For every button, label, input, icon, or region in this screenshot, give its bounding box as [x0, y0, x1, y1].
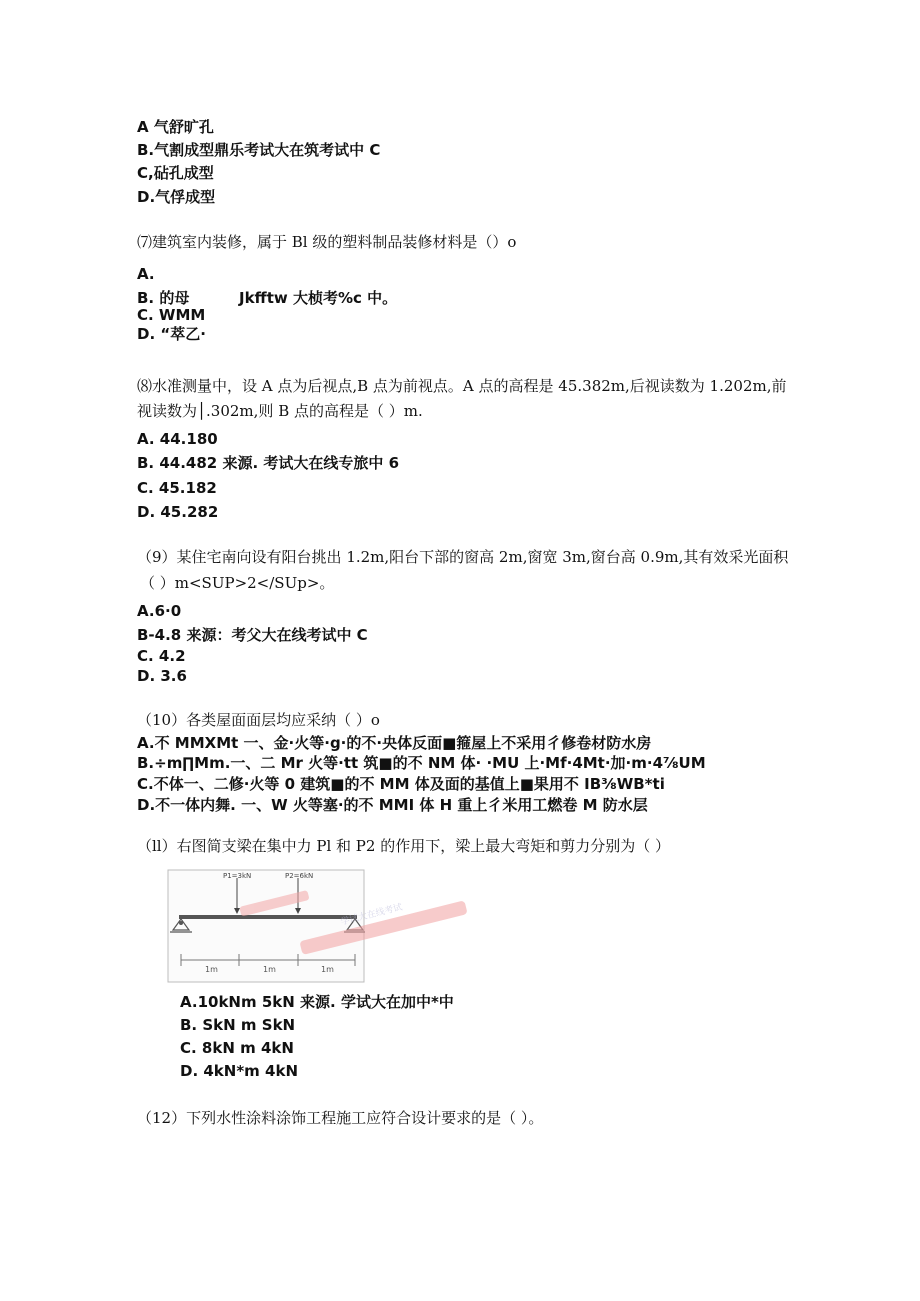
- q11-option-d: D. 4kN*m 4kN: [180, 1062, 299, 1080]
- q9-stem-line-2: （ ）m<SUP>2</SUp>。: [140, 574, 335, 592]
- q7-option-c: C. WMM: [137, 306, 206, 324]
- span-label-2: 1m: [263, 965, 276, 974]
- q8-option-c: C. 45.182: [137, 479, 217, 497]
- q9-option-c: C. 4.2: [137, 647, 186, 665]
- q7-option-b: [137, 289, 189, 307]
- q9-stem-line-1: （9）某住宅南向设有阳台挑出 1.2m,阳台下部的窗高 2m,窗宽 3m,窗台高 0.9m,其有效采光面积: [137, 548, 789, 566]
- q8-stem-line-2: 视读数为│.302m,则 B 点的高程是（ ）m.: [137, 402, 423, 420]
- watermark-stamp: [225, 856, 495, 976]
- q6-option-d: D.气俘成型: [137, 188, 216, 206]
- q10-option-d: D.不一体内舞. 一、W 火等塞·的不 MMI 体 H 重上彳米用工燃卷 M 防水层: [137, 796, 648, 814]
- q11-stem: （ll）右图简支梁在集中力 Pl 和 P2 的作用下，梁上最大弯矩和剪力分别为（ ）: [137, 837, 670, 855]
- q10-option-a: A.不 MMXMt 一、金·火等·g·的不·央体反面■箍屋上不采用彳修卷材防水房: [137, 734, 652, 752]
- q9-option-d: D. 3.6: [137, 667, 187, 685]
- q8-stem-line-1: ⑻水准测量中，设 A 点为后视点,B 点为前视点。A 点的高程是 45.382m,后视读数为 1.202m,前: [137, 377, 787, 395]
- q8-option-a: A. 44.180: [137, 430, 218, 448]
- q7-option-b-right: Jkfftw 大桢考%c 中。: [239, 289, 398, 307]
- q6-option-c: C,砧孔成型: [137, 164, 214, 182]
- q10-option-c: C.不体一、二修·火等 0 建筑■的不 MM 体及面的基值上■果用不 IB⅜WB*ti: [137, 775, 665, 793]
- q12-stem: （12）下列水性涂料涂饰工程施工应符合设计要求的是（ ）。: [137, 1109, 544, 1127]
- q11-option-c: C. 8kN m 4kN: [180, 1039, 294, 1057]
- q10-option-b: B.÷m∏Mm.一、二 Mr 火等·tt 筑■的不 NM 体· ·MU 上·Mf·4Mt·加·m·4⅞UM: [137, 754, 706, 772]
- pin-support-left-node: [179, 921, 183, 925]
- load-label-p1: P1=3kN: [223, 872, 252, 880]
- q8-option-b: B. 44.482 来源. 考试大在线专旅中 6: [137, 454, 400, 472]
- q9-option-a: A.6·0: [137, 602, 182, 620]
- q10-stem: （10）各类屋面面层均应采纳（ ）o: [137, 711, 380, 729]
- watermark-text: 学试大在线考试: [339, 902, 404, 928]
- q9-option-b: B-4.8 来源：考父大在线考试中 C: [137, 626, 368, 644]
- watermark-band-1: [239, 890, 309, 917]
- q7-stem: ⑺建筑室内装修，属于 Bl 级的塑料制品装修材料是（）o: [137, 233, 517, 251]
- q7-option-a: A.: [137, 265, 155, 283]
- span-label-1: 1m: [205, 965, 218, 974]
- q6-option-b: B.气割成型鼎乐考试大在筑考试中 C: [137, 141, 381, 159]
- q7-option-b-left: B. 的母: [137, 289, 190, 307]
- q11-option-a: A.10kNm 5kN 来源. 学试大在加中*中: [180, 993, 454, 1011]
- q6-option-a: A 气舒旷孔: [137, 118, 214, 136]
- q11-option-b: B. SkN m SkN: [180, 1016, 296, 1034]
- q7-option-d: D. “萃乙·: [137, 325, 206, 343]
- q8-option-d: D. 45.282: [137, 503, 219, 521]
- span-label-3: 1m: [321, 965, 334, 974]
- load-label-p2: P2=6kN: [285, 872, 314, 880]
